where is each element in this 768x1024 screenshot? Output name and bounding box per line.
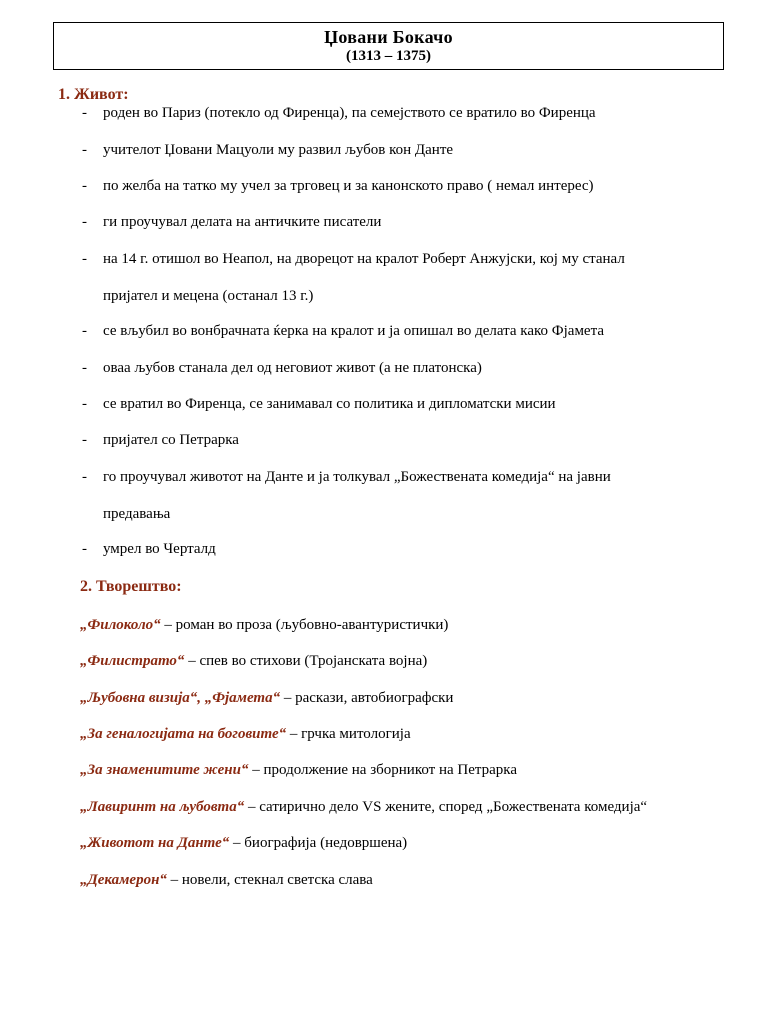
work-title: „Животот на Данте“ <box>80 835 230 851</box>
work-item <box>80 872 373 889</box>
list-item: - се вљубил во вонбрачната ќерка на кралот и ја опишал во делата како Фјамета <box>82 323 604 339</box>
list-item: - роден во Париз (потекло од Фиренца), па семејството се вратило во Фиренца <box>82 105 596 121</box>
work-item <box>80 617 448 634</box>
work-title: „Љубовна визија“, „Фјамета“ <box>80 690 281 706</box>
work-item <box>80 726 411 743</box>
work-title: „Филоколо“ <box>80 617 161 633</box>
section-heading-works: 2. Творештво: <box>80 578 182 595</box>
work-desc: – раскази, автобиографски <box>280 690 454 706</box>
list-item: - се вратил во Фиренца, се занимавал со политика и дипломатски мисии <box>82 396 556 412</box>
work-desc: – сатирично дело VS жените, според „Божествената комедија“ <box>244 799 648 815</box>
work-desc: – продолжение на зборникот на Петрарка <box>248 762 517 778</box>
work-item <box>80 653 427 670</box>
work-title: „За геналогијата на боговите“ <box>80 726 287 742</box>
work-desc: – грчка митологија <box>286 726 411 742</box>
list-item: - учителот Џовани Мацуоли му развил љубов кон Данте <box>82 142 454 158</box>
work-item <box>80 835 407 852</box>
work-desc: – новели, стекнал светска слава <box>166 872 373 888</box>
title-box <box>53 22 724 70</box>
page-title: Џовани Бокачо <box>324 27 453 47</box>
list-item: - по желба на татко му учел за трговец и за канонското право ( немал интерес) <box>82 178 594 194</box>
work-desc: – спев во стихови (Тројанската војна) <box>184 653 428 669</box>
list-item: - оваа љубов станала дел од неговиот живот (а не платонска) <box>82 360 482 376</box>
life-dates: (1313 – 1375) <box>346 48 431 64</box>
work-item <box>80 690 453 707</box>
list-item: - умрел во Черталд <box>82 541 216 557</box>
work-item <box>80 799 647 816</box>
list-item-continuation: пријател и мецена (останал 13 г.) <box>103 288 314 304</box>
work-item <box>80 762 517 779</box>
work-desc: – роман во проза (љубовно-авантуристички) <box>160 617 449 633</box>
list-item: - ги проучувал делата на античките писатели <box>82 214 382 230</box>
list-item: - пријател со Петрарка <box>82 432 239 448</box>
section-heading-life: 1. Живот: <box>58 86 129 103</box>
work-desc: – биографија (недовршена) <box>229 835 408 851</box>
work-title: „Филистрато“ <box>80 653 185 669</box>
work-title: „За знаменитите жени“ <box>80 762 249 778</box>
list-item: - го проучувал животот на Данте и ја толкувал „Божествената комедија“ на јавни <box>82 469 611 485</box>
work-title: „Декамерон“ <box>80 872 167 888</box>
list-item-continuation: предавања <box>103 506 171 522</box>
list-item: - на 14 г. отишол во Неапол, на дворецот на кралот Роберт Анжујски, кој му станал <box>82 251 625 267</box>
work-title: „Лавиринт на љубовта“ <box>80 799 245 815</box>
